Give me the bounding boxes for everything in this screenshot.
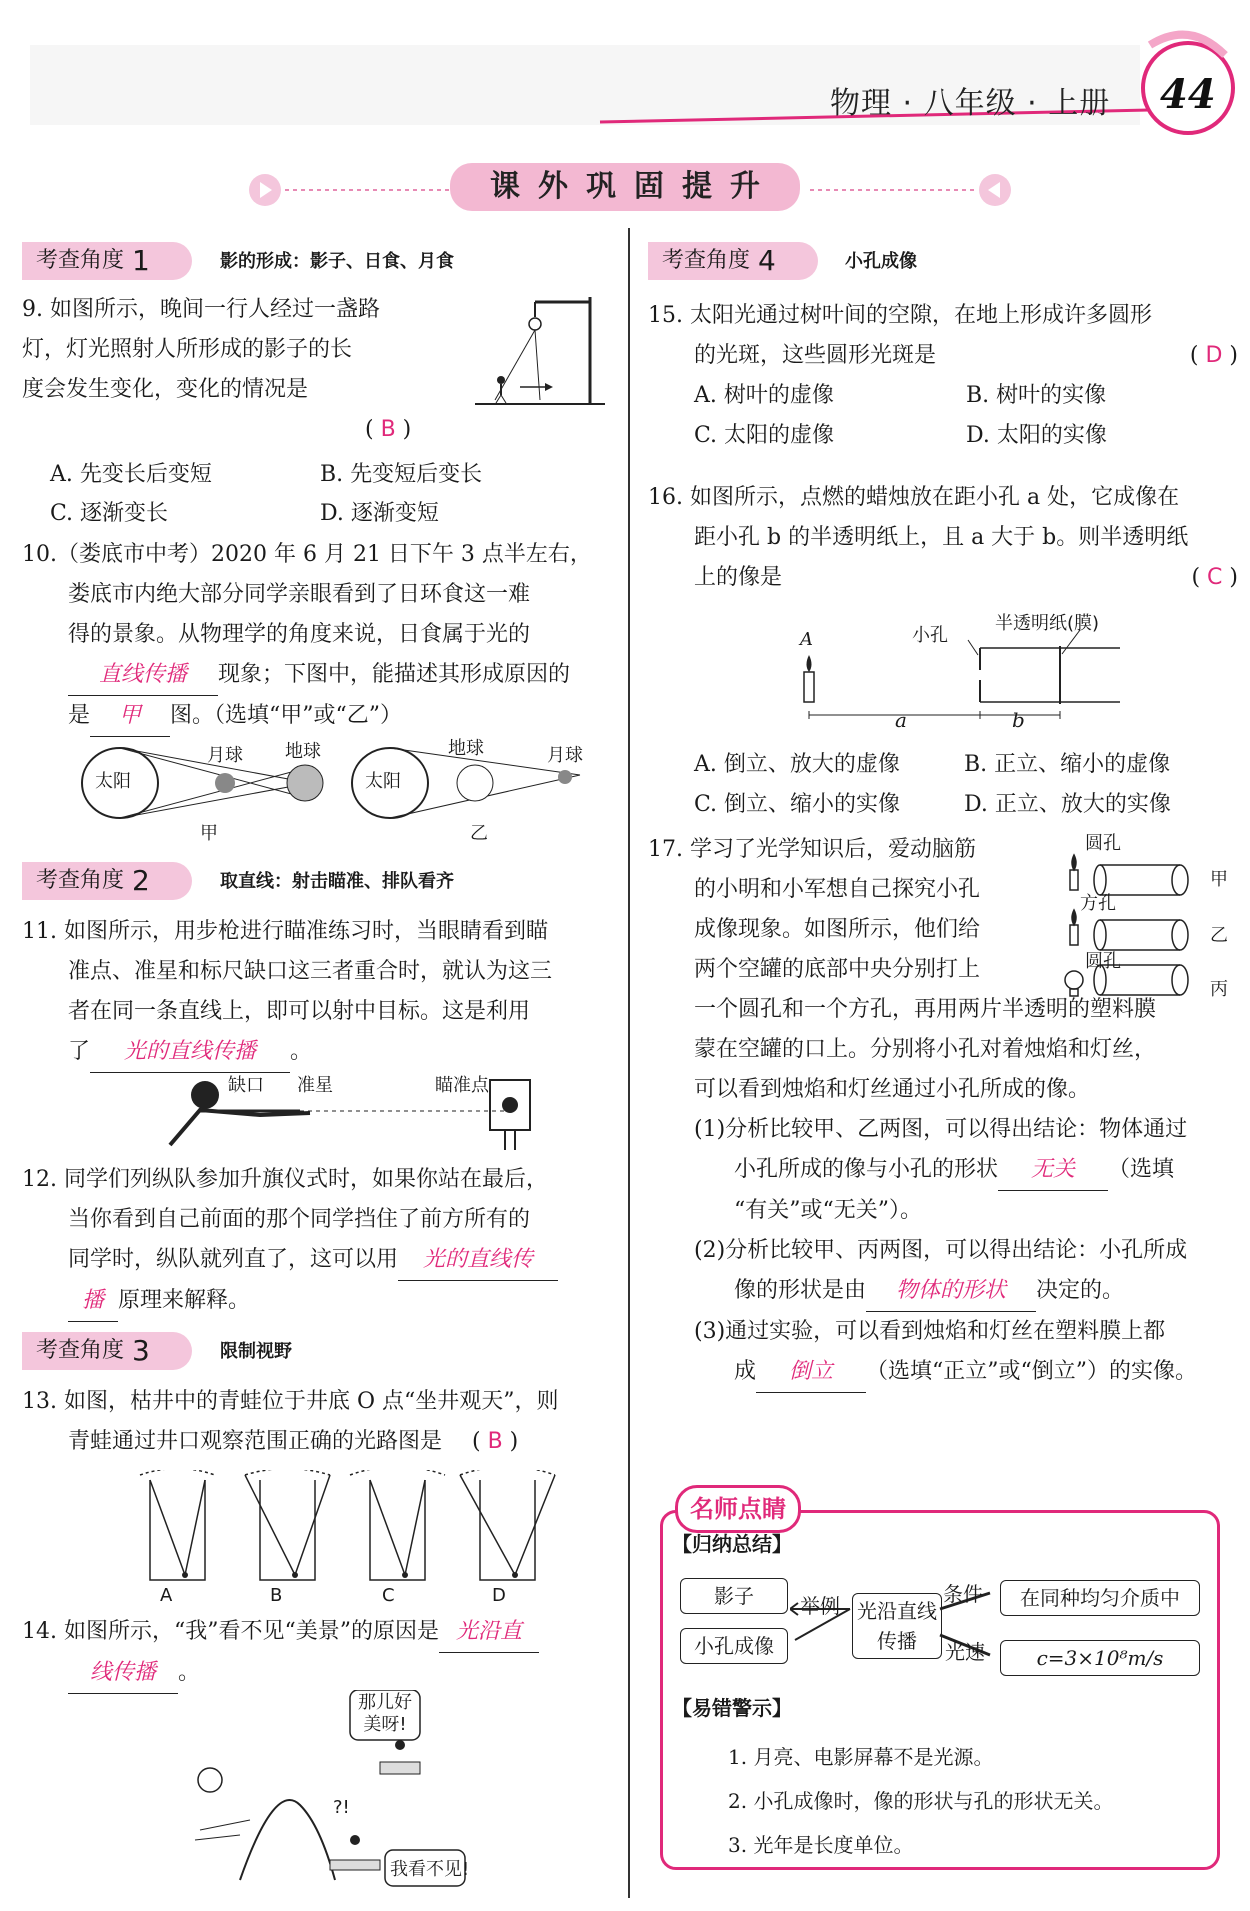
q11-line: 。	[290, 1039, 313, 1064]
q11-label-notch: 缺口	[228, 1075, 264, 1096]
question-16: 16. 如图所示，点燃的蜡烛放在距小孔 a 处，它成像在 距小孔 b 的半透明纸上，且 a 大于 b。则半透明纸 上的像是 ( C )	[648, 478, 1238, 598]
q10-fill-1: 直线传播	[68, 655, 218, 696]
summary-example-label: 举例	[800, 1594, 840, 1618]
q10-label-earth-1: 地球	[285, 741, 321, 762]
q13-figure-wells	[130, 1470, 570, 1600]
q13-label: D	[492, 1585, 506, 1606]
warning-item: 3. 光年是长度单位。	[728, 1833, 914, 1857]
q9-line: 9. 如图所示，晚间一行人经过一盏路	[22, 297, 380, 322]
q11-label-target: 瞄准点	[435, 1075, 489, 1096]
q14-fill-2: 线传播	[68, 1653, 178, 1694]
angle-number: 2	[132, 863, 150, 897]
q17-label-round1: 圆孔	[1085, 833, 1121, 854]
banner-char: 固	[634, 169, 664, 204]
q17-label-jia: 甲	[1210, 869, 1228, 890]
q17-line: 的小明和小军想自己探究小孔	[694, 877, 981, 902]
q14-line: 。	[178, 1660, 201, 1685]
q10-fill-2: 甲	[90, 696, 170, 737]
question-12	[22, 1160, 622, 1322]
q17-label-round2: 圆孔	[1085, 951, 1121, 972]
q10-label-sun-1: 太阳	[95, 771, 131, 792]
angle-tag-2	[22, 862, 192, 900]
q16-line: 上的像是	[694, 565, 783, 590]
summary-pinhole: 小孔成像	[680, 1628, 788, 1664]
q16-option: C. 倒立、缩小的实像	[694, 792, 901, 817]
angle-label: 考查角度	[36, 868, 125, 894]
q17-line: (2)分析比较甲、丙两图，可以得出结论：小孔所成	[694, 1238, 1188, 1263]
q10-line: 得的景象。从物理学的角度来说，日食属于光的	[68, 622, 531, 647]
q13-line: 青蛙通过井口观察范围正确的光路图是	[68, 1429, 443, 1454]
q16-label-A: A	[800, 629, 813, 650]
q16-option: A. 倒立、放大的虚像	[694, 752, 900, 777]
q17-figure-cans	[1060, 840, 1230, 1010]
question-11	[22, 912, 622, 1073]
question-13: 13. 如图，枯井中的青蛙位于井底 O 点“坐井观天”，则 青蛙通过井口观察范围正确的光路图是 ( B )	[22, 1382, 622, 1462]
well-c	[350, 1470, 445, 1580]
page-number: 44	[1160, 71, 1216, 118]
q16-line: 16. 如图所示，点燃的蜡烛放在距小孔 a 处，它成像在	[648, 485, 1180, 510]
q13-label: C	[382, 1585, 395, 1606]
q15-option: C. 太阳的虚像	[694, 423, 835, 448]
q9-answer-bracket: ( B )	[365, 417, 412, 442]
q10-line: 现象；下图中，能描述其形成原因的	[218, 662, 571, 687]
q15-option: B. 树叶的实像	[966, 383, 1107, 408]
q17-fill-3: 倒立	[756, 1352, 866, 1393]
angle-number: 3	[132, 1333, 150, 1367]
question-9	[22, 290, 452, 410]
summary-section-2: 【易错警示】	[672, 1696, 792, 1720]
q9-options-row2	[50, 494, 590, 534]
q14-line: 14. 如图所示，“我”看不见“美景”的原因是	[22, 1619, 439, 1644]
q17-line: （选填	[1108, 1157, 1175, 1182]
summary-center: 光沿直线传播	[852, 1593, 942, 1659]
angle-label: 考查角度	[36, 1338, 125, 1364]
q16-label-b: b	[1012, 708, 1025, 732]
banner-char: 外	[538, 169, 568, 204]
q14-bubble-beautiful: 那儿好美呀!	[358, 1692, 412, 1735]
well-b	[245, 1470, 330, 1580]
angle-number: 1	[132, 243, 150, 277]
q17-line: 蒙在空罐的口上。分别将小孔对着烛焰和灯丝，	[694, 1037, 1157, 1062]
q16-label-a: a	[895, 708, 907, 732]
well-a	[140, 1470, 215, 1580]
q15-line: 15. 太阳光通过树叶间的空隙，在地上形成许多圆形	[648, 303, 1152, 328]
angle-tag-1	[22, 242, 192, 280]
q9-figure-streetlamp	[465, 292, 610, 412]
q11-line: 11. 如图所示，用步枪进行瞄准练习时，当眼睛看到瞄	[22, 919, 548, 944]
summary-speed: c=3×10⁸m/s	[1000, 1640, 1200, 1676]
q17-line: 成像现象。如图所示，他们给	[694, 917, 981, 942]
q9-option: A. 先变长后变短	[50, 462, 212, 487]
q17-line: 成	[734, 1359, 757, 1384]
q12-line: 原理来解释。	[118, 1288, 251, 1313]
angle-topic-2: 取直线：射击瞄准、排队看齐	[220, 871, 454, 892]
summary-warnings	[728, 1735, 1113, 1867]
q16-option: D. 正立、放大的实像	[964, 792, 1171, 817]
q14-question-mark: ?!	[333, 1797, 350, 1818]
angle-label: 考查角度	[36, 248, 125, 274]
q10-label-moon-1: 月球	[207, 745, 243, 766]
q12-fill-2: 播	[68, 1281, 118, 1322]
q16-option: B. 正立、缩小的虚像	[964, 752, 1171, 777]
summary-shadow: 影子	[680, 1578, 788, 1614]
q10-label-moon-2: 月球	[547, 745, 583, 766]
q11-line: 者在同一条直线上，即可以射中目标。这是利用	[68, 999, 531, 1024]
q17-line: (3)通过实验，可以看到烛焰和灯丝在塑料膜上都	[694, 1319, 1166, 1344]
q17-fill-2: 物体的形状	[866, 1271, 1036, 1312]
q10-line: 娄底市内绝大部分同学亲眼看到了日环食这一难	[68, 582, 531, 607]
q11-label-sight: 准星	[297, 1075, 333, 1096]
q9-option: C. 逐渐变长	[50, 501, 169, 526]
banner-char: 提	[682, 169, 712, 204]
q17-line: 17. 学习了光学知识后，爱动脑筋	[648, 837, 976, 862]
q11-fill: 光的直线传播	[90, 1032, 290, 1073]
q17-label-yi: 乙	[1210, 925, 1228, 946]
q14-bubble-cannot-see: 我看不见!	[390, 1859, 470, 1880]
q12-line: 12. 同学们列纵队参加升旗仪式时，如果你站在最后，	[22, 1167, 548, 1192]
q12-line: 当你看到自己前面的那个同学挡住了前方所有的	[68, 1207, 531, 1232]
q9-line: 度会发生变化，变化的情况是	[22, 377, 309, 402]
q10-label-sun-2: 太阳	[365, 771, 401, 792]
q9-line: 灯，灯光照射人所形成的影子的长	[22, 337, 353, 362]
q17-fill-1: 无关	[998, 1150, 1108, 1191]
question-15: 15. 太阳光通过树叶间的空隙，在地上形成许多圆形 的光斑，这些圆形光斑是 ( D ) A. 树叶的虚像 B. 树叶的实像 C. 太阳的虚像 D. 太阳的实像	[648, 296, 1238, 456]
q17-line: “有关”或“无关”）。	[734, 1198, 922, 1223]
q17-line: 决定的。	[1036, 1278, 1125, 1303]
q10-label-jia: 甲	[200, 823, 218, 844]
angle-number: 4	[758, 243, 776, 277]
q12-fill-1: 光的直线传	[398, 1240, 558, 1281]
summary-section-1: 【归纳总结】	[672, 1532, 792, 1556]
angle-tag-4	[648, 242, 818, 280]
header-title: 物理 · 八年级 · 上册	[830, 86, 1111, 121]
q17-line: 像的形状是由	[734, 1278, 867, 1303]
q10-line: 是	[68, 703, 91, 728]
question-10	[22, 535, 622, 737]
q10-line: 图。（选填“甲”或“乙”）	[170, 703, 403, 728]
summary-condition: 在同种均匀介质中	[1000, 1580, 1200, 1616]
summary-title: 名师点睛	[675, 1485, 801, 1533]
q13-label: A	[160, 1585, 173, 1606]
q16-line: 距小孔 b 的半透明纸上，且 a 大于 b。则半透明纸	[694, 525, 1189, 550]
q10-line: 10.（娄底市中考）2020 年 6 月 21 日下午 3 点半左右，	[22, 542, 592, 567]
question-14	[22, 1612, 622, 1694]
q9-option: D. 逐渐变短	[320, 501, 439, 526]
q15-answer: D	[1205, 343, 1223, 368]
q14-fill-1: 光沿直	[439, 1612, 539, 1653]
q13-label: B	[270, 1585, 283, 1606]
q15-option: D. 太阳的实像	[966, 423, 1107, 448]
q9-options-row1	[50, 455, 590, 495]
q17-line: 小孔所成的像与小孔的形状	[734, 1157, 999, 1182]
angle-topic-3: 限制视野	[220, 1341, 292, 1362]
angle-label: 考查角度	[662, 248, 751, 274]
q17-line: （选填“正立”或“倒立”）的实像。	[866, 1359, 1198, 1384]
q13-answer: B	[487, 1429, 503, 1454]
q17-line: 两个空罐的底部中央分别打上	[694, 957, 981, 982]
angle-tag-3	[22, 1332, 192, 1370]
column-divider	[628, 228, 630, 1898]
q17-line: 可以看到烛焰和灯丝通过小孔所成的像。	[694, 1077, 1091, 1102]
angle-topic-1: 影的形成：影子、日食、月食	[220, 251, 454, 272]
q16-options	[694, 745, 1234, 825]
well-d	[460, 1470, 555, 1580]
q11-line: 了	[68, 1039, 91, 1064]
angle-topic-4: 小孔成像	[845, 251, 917, 272]
q9-option: B. 先变短后变长	[320, 462, 483, 487]
q9-answer: B	[380, 417, 396, 442]
banner-char: 升	[730, 169, 760, 204]
q17-label-square: 方孔	[1080, 893, 1116, 914]
q11-line: 准点、准星和标尺缺口这三者重合时，就认为这三	[68, 959, 553, 984]
banner-char: 巩	[586, 169, 616, 204]
q16-label-hole: 小孔	[912, 625, 948, 646]
section-banner	[450, 163, 800, 211]
q12-line: 同学时，纵队就列直了，这可以用	[68, 1247, 399, 1272]
banner-char: 课	[490, 169, 520, 204]
q15-option: A. 树叶的虚像	[694, 383, 834, 408]
q17-line: 一个圆孔和一个方孔，再用两片半透明的塑料膜	[694, 997, 1157, 1022]
q15-line: 的光斑，这些圆形光斑是	[694, 343, 937, 368]
q10-label-yi: 乙	[470, 823, 488, 844]
q16-answer: C	[1207, 565, 1223, 590]
summary-speed-label: 光速	[945, 1640, 985, 1664]
q13-line: 13. 如图，枯井中的青蛙位于井底 O 点“坐井观天”，则	[22, 1389, 559, 1414]
q17-line: (1)分析比较甲、乙两图，可以得出结论：物体通过	[694, 1117, 1188, 1142]
q16-label-paper: 半透明纸(膜)	[995, 613, 1100, 634]
q10-figure-eclipse	[80, 735, 600, 845]
warning-item: 2. 小孔成像时，像的形状与孔的形状无关。	[728, 1789, 1114, 1813]
q10-label-earth-2: 地球	[448, 738, 484, 759]
summary-condition-label: 条件	[943, 1582, 983, 1606]
q17-label-bing: 丙	[1210, 979, 1228, 1000]
warning-item: 1. 月亮、电影屏幕不是光源。	[728, 1745, 994, 1769]
